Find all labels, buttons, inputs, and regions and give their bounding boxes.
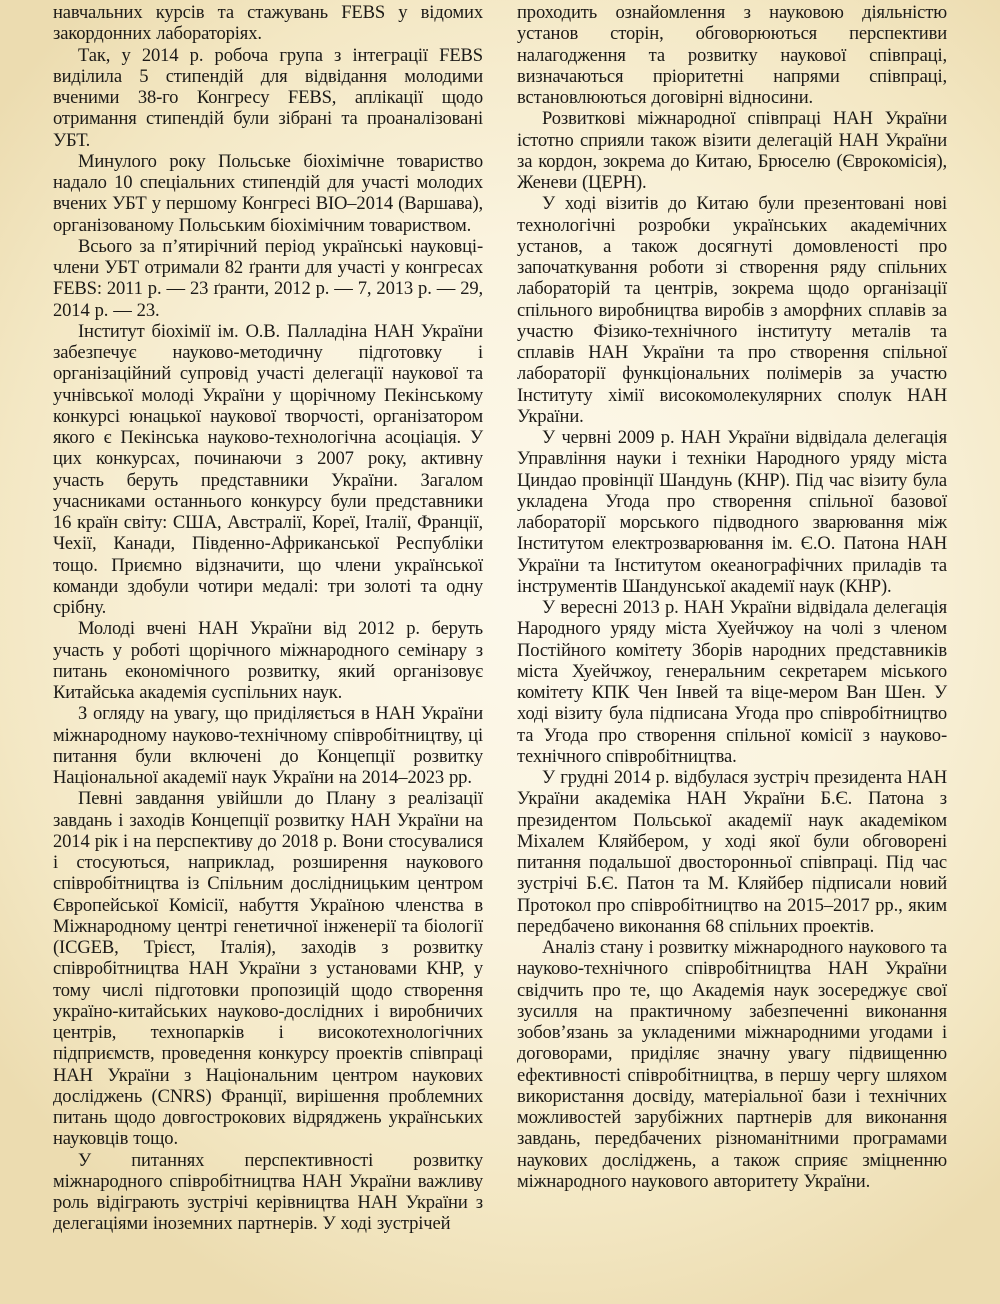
paragraph: Минулого року Польське біохімічне товариство надало 10 спеціальних стипендій для участі молодих вчених УБТ у першому Конгресі BIO–2014 (Варшава), організованому Польським біохімічним товариством.	[53, 150, 483, 236]
paragraph: У вересні 2013 р. НАН України відвідала делегація Народного уряду міста Хуейчжоу на чолі з членом Постійного комітету Зборів народних представників міста Хуейчжоу, генеральним секретарем міського комітету КПК Чен Інвей та віце-мером Ван Шен. У ході візиту була підписана Угода про співробітництво та Угода про створення спільної комісії з науково-технічного співробітництва.	[517, 597, 947, 767]
paragraph: Аналіз стану і розвитку міжнародного наукового та науково-технічного співробітництва НАН України свідчить про те, що Академія наук зосереджує свої зусилля на практичному забезпеченні виконання зобов’язань за укладеними міжнародними угодами і договорами, приділяє значну увагу підвищенню ефективності співробітництва, в першу чергу шляхом використання досвіду, матеріальної бази і технічних можливостей зарубіжних партнерів для виконання завдань, передбачених різноманітними програмами наукових досліджень, а також сприяє зміцненню міжнародного наукового авторитету України.	[517, 937, 947, 1192]
paragraph: Розвиткові міжнародної співпраці НАН України істотно сприяли також візити делегацій НАН України за кордон, зокрема до Китаю, Брюселю (Єврокомісія), Женеви (ЦЕРН).	[517, 108, 947, 193]
paragraph: Молоді вчені НАН України від 2012 р. беруть участь у роботі щорічного міжнародного семінару з питань економічного розвитку, який організовує Китайська академія суспільних наук.	[53, 618, 483, 703]
paragraph: навчальних курсів та стажувань FEBS у відомих закордонних лабораторіях.	[53, 2, 483, 45]
paragraph: З огляду на увагу, що приділяється в НАН України міжнародному науково-технічному співробітництву, ці питання були включені до Концепції розвитку Національної академії наук України на 2014–2023 рр.	[53, 703, 483, 788]
paragraph: У грудні 2014 р. відбулася зустріч президента НАН України академіка НАН України Б.Є. Патона з президентом Польської академії наук академіком Міхалем Кляйбером, у ході якої були обговорені питання подальшої двосторонньої співпраці. Під час зустрічі Б.Є. Патон та М. Кляйбер підписали новий Протокол про співробітництво на 2015–2017 рр., яким передбачено виконання 68 спільних проектів.	[517, 767, 947, 937]
text-column-right	[517, 2, 947, 1192]
paragraph: Так, у 2014 р. робоча група з інтеграції FEBS виділила 5 стипендій для відвідання молодими вченими 38-го Конгресу FEBS, аплікації щодо отримання стипендій були зібрані та проаналізовані УБТ.	[53, 44, 483, 151]
paragraph: Певні завдання увійшли до Плану з реалізації завдань і заходів Концепції розвитку НАН України на 2014 рік і на перспективу до 2018 р. Вони стосувалися і стосуються, наприклад, розширення наукового співробітництва із Спільним дослідницьким центром Європейської Комісії, набуття Україною членства в Міжнародному центрі генетичної інженерії та біології (ICGEB, Трієст, Італія), заходів з розвитку співробітництва НАН України з установами КНР, у тому числі підготовки пропозицій щодо створення україно-китайських науково-дослідних і виробничих центрів, технопарків і високотехнологічних підприємств, проведення конкурсу проектів співпраці НАН України з Національним центром наукових досліджень (CNRS) Франції, вирішення проблемних питань щодо довгострокових відряджень українських науковців тощо.	[53, 788, 483, 1150]
paragraph: У ході візитів до Китаю були презентовані нові технологічні розробки українських академічних установ, а також досягнуті домовленості про започаткування роботи зі створення ряду спільних лабораторій та центрів, зокрема щодо організації спільного виробництва виробів з аморфних сплавів за участю Фізико-технічного інституту металів та сплавів НАН України та про створення спільної лабораторії функціональних полімерів за участю Інституту хімії високомолекулярних сполук НАН України.	[517, 193, 947, 427]
paragraph: Інститут біохімії ім. О.В. Палладіна НАН України забезпечує науково-методичну підготовку і організаційний супровід участі делегації наукової та учнівської молоді України у щорічному Пекінському конкурсі юнацької наукової творчості, організатором якого є Пекінська науково-технологічна асоціація. У цих конкурсах, починаючи з 2007 року, активну участь беруть представники України. Загалом учасниками останнього конкурсу були представники 16 країн світу: США, Австралії, Кореї, Італії, Франції, Чехії, Канади, Південно-Африканської Республіки тощо. Приємно відзначити, що члени української команди здобули чотири медалі: три золоті та одну срібну.	[53, 320, 483, 618]
paragraph: Всього за п’ятирічний період українські науковці-члени УБТ отримали 82 ґранти для участі у конгресах FEBS: 2011 р. — 23 ґранти, 2012 р. — 7, 2013 р. — 29, 2014 р. — 23.	[53, 235, 483, 321]
paragraph: проходить ознайомлення з науковою діяльністю установ сторін, обговорюються перспективи налагодження та розвитку наукової співпраці, визначаються пріоритетні напрями співпраці, встановлюються договірні відносини.	[517, 2, 947, 108]
paragraph: У питаннях перспективності розвитку міжнародного співробітництва НАН України важливу роль відіграють зустрічі керівництва НАН України з делегаціями іноземних партнерів. У ході зустрічей	[53, 1149, 483, 1235]
text-column-left	[53, 2, 483, 1235]
paragraph: У червні 2009 р. НАН України відвідала делегація Управління науки і техніки Народного уряду міста Циндао провінції Шандунь (КНР). Під час візиту була укладена Угода про створення спільної базової лабораторії морського підводного зварювання між Інститутом електрозварювання ім. Є.О. Патона НАН України та Інститутом океанографічних приладів та інструментів Шандунської академії наук (КНР).	[517, 427, 947, 597]
